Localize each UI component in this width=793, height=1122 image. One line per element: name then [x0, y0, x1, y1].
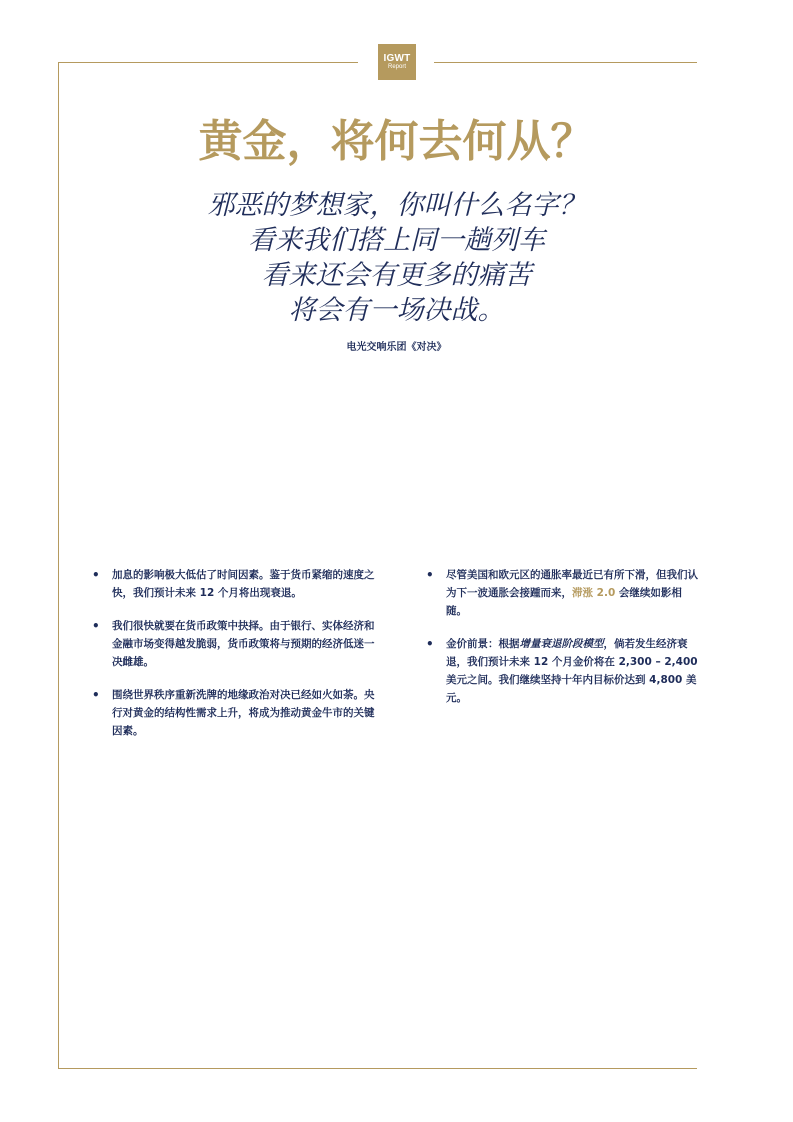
bullet-item — [424, 635, 700, 707]
logo-line2: Report — [387, 64, 406, 70]
bullet-item: • 我们很快就要在货币政策中抉择。由于银行、实体经济和金融市场变得越发脆弱，货币政策将与预期的经济低迷一决雌雄。 — [90, 617, 382, 671]
igwt-report-logo — [378, 44, 416, 80]
frame-top-right-line — [434, 62, 697, 63]
quote-line: 看来我们搭上同一趟列车 — [248, 225, 545, 256]
bullet-list-left — [90, 566, 382, 755]
quote-line: 将会有一场决战。 — [288, 295, 505, 326]
frame-bottom-line — [58, 1068, 697, 1069]
page-title: 黄金，将何去何从？ — [198, 116, 595, 167]
bullet-text: 金价前景：根据 — [446, 638, 520, 650]
logo-line1: IGWT — [383, 53, 411, 64]
quote-line: 看来还会有更多的痛苦 — [261, 260, 532, 291]
quote-source: 电光交响乐团《对决》 — [346, 342, 447, 353]
bullet-item: • 加息的影响极大低估了时间因素。鉴于货币紧缩的速度之快，我们预计未来 12 个月将出现衰退。 — [90, 566, 382, 602]
frame-top-left-line — [58, 62, 358, 63]
bullet-text: 会继续如影相随。 — [446, 587, 682, 617]
bullet-list-right — [424, 566, 700, 722]
bullet-text: ，倘若发生经济衰退，我们预计未来 12 个月金价将在 2,300 – 2,400 美元之间。我们继续坚持十年内目标价达到 4,800 美元。 — [446, 638, 698, 704]
bullet-item: • 围绕世界秩序重新洗牌的地缘政治对决已经如火如荼。央行对黄金的结构性需求上升，将成为推动黄金牛市的关键因素。 — [90, 686, 382, 740]
stagflation-highlight: 滞涨 2.0 — [572, 587, 616, 599]
bullet-item — [424, 566, 700, 620]
model-name-emphasis: 增量衰退阶段模型 — [519, 638, 604, 650]
bullet-text: 尽管美国和欧元区的通胀率最近已有所下滑，但我们认为下一波通胀会接踵而来， — [446, 569, 698, 599]
quote-line: 邪恶的梦想家，你叫什么名字？ — [207, 190, 586, 221]
epigraph-quote — [0, 188, 793, 328]
